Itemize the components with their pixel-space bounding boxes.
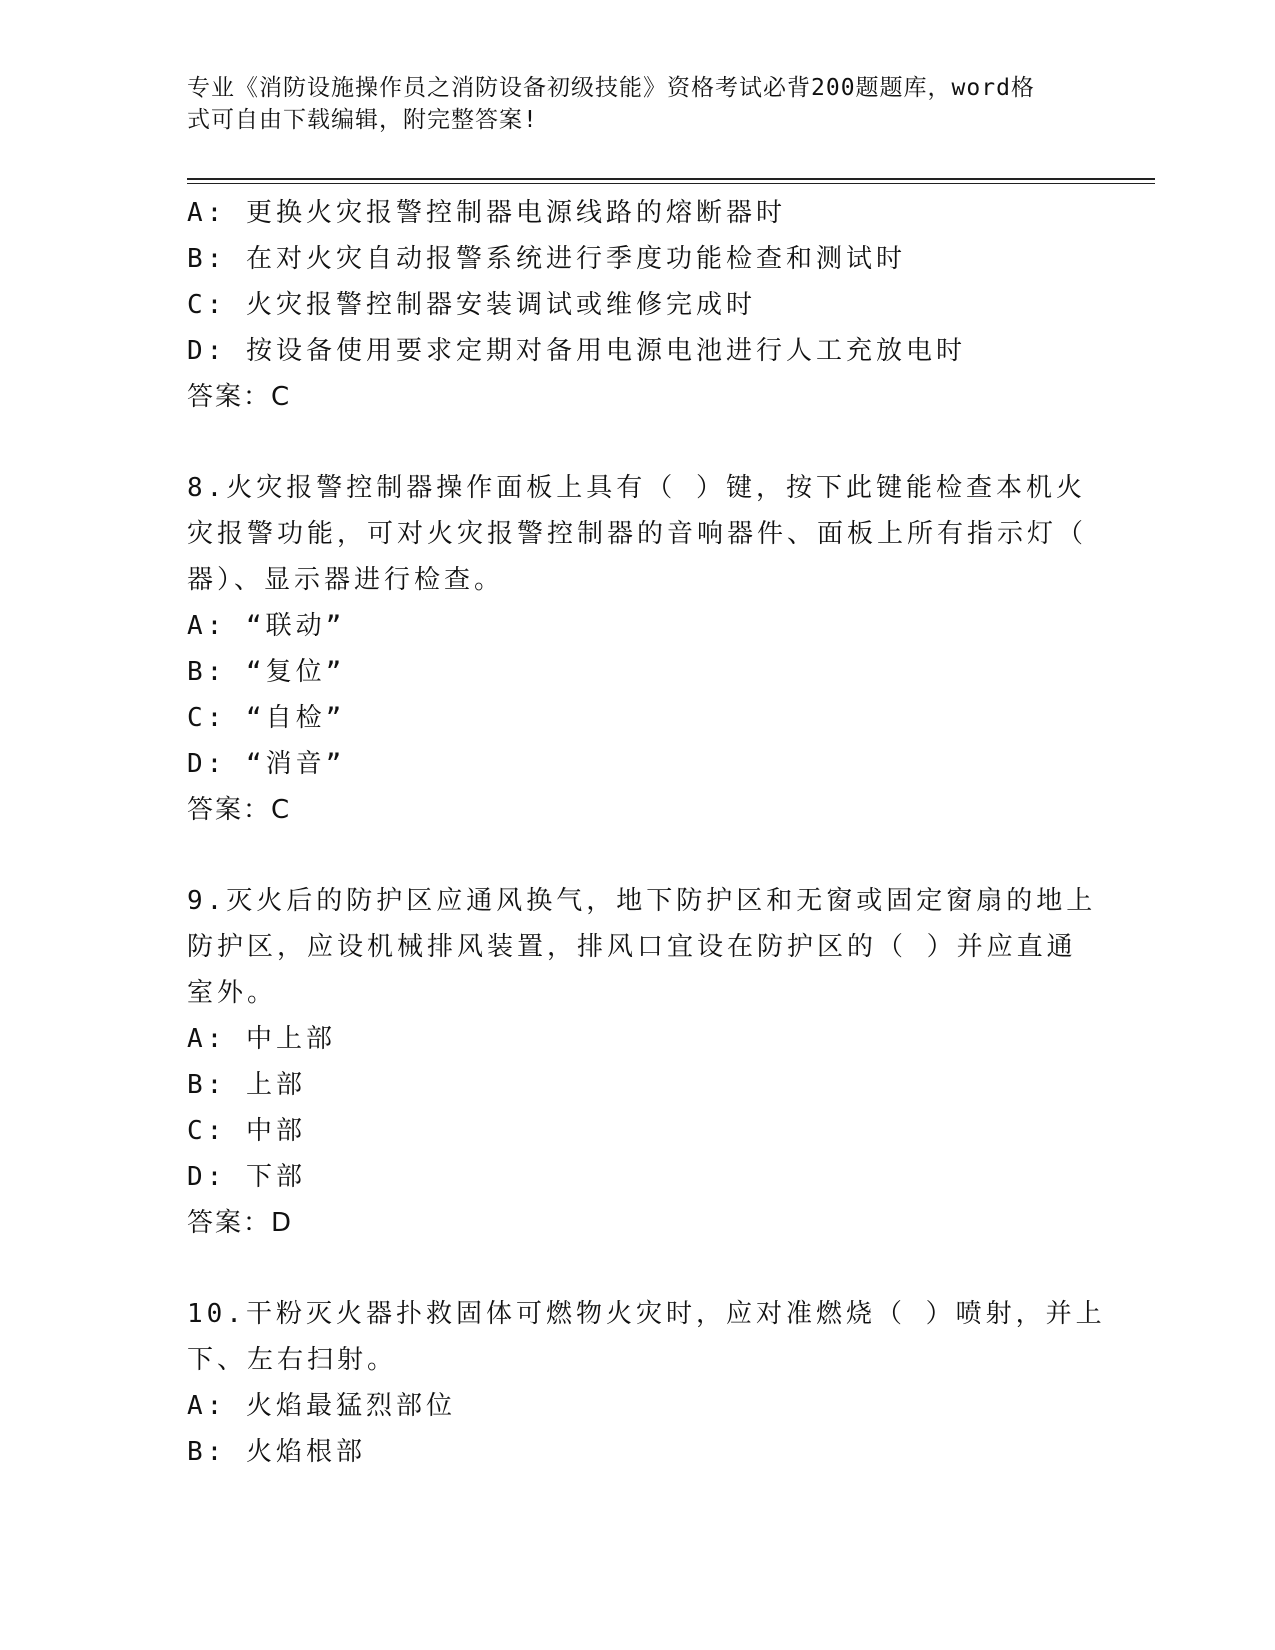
question-stem-line: 灾报警功能，可对火灾报警控制器的音响器件、面板上所有指示灯（ xyxy=(187,519,1088,549)
question-stem-line: 8.火灾报警控制器操作面板上具有（ ）键，按下此键能检查本机火 xyxy=(187,473,1086,503)
option-b: B: 在对火灾自动报警系统进行季度功能检查和测试时 xyxy=(187,244,906,274)
option-d: D: 按设备使用要求定期对备用电源电池进行人工充放电时 xyxy=(187,336,966,366)
question-stem-line: 防护区，应设机械排风装置，排风口宜设在防护区的（ ）并应直通 xyxy=(187,932,1077,962)
question-list xyxy=(187,190,1106,1475)
header-divider-thick xyxy=(187,178,1155,180)
option-b: B: 上部 xyxy=(187,1070,306,1100)
question-stem-line: 下、左右扫射。 xyxy=(187,1345,398,1375)
header-divider-thin xyxy=(187,183,1155,184)
header-line-2: 式可自由下载编辑，附完整答案! xyxy=(187,107,538,133)
question-stem-line: 器）、显示器进行检查。 xyxy=(187,565,505,595)
question-9 xyxy=(187,878,1097,1246)
answer-line: 答案：D xyxy=(187,1208,294,1238)
answer-line: 答案：C xyxy=(187,382,292,412)
question-stem-line: 室外。 xyxy=(187,978,278,1008)
option-d: D: 下部 xyxy=(187,1162,306,1192)
option-c: C: 中部 xyxy=(187,1116,306,1146)
option-a: A: 更换火灾报警控制器电源线路的熔断器时 xyxy=(187,198,786,228)
option-c: C: “自检” xyxy=(187,703,346,733)
answer-line: 答案：C xyxy=(187,795,292,825)
question-stem-line: 10.干粉灭火器扑救固体可燃物火灾时，应对准燃烧（ ）喷射，并上 xyxy=(187,1299,1106,1329)
option-c: C: 火灾报警控制器安装调试或维修完成时 xyxy=(187,290,756,320)
option-b: B: 火焰根部 xyxy=(187,1437,366,1467)
question-10 xyxy=(187,1291,1106,1475)
question-7 xyxy=(187,190,1087,420)
document-header xyxy=(187,72,1067,136)
option-a: A: 火焰最猛烈部位 xyxy=(187,1391,456,1421)
option-a: A: “联动” xyxy=(187,611,346,641)
question-8 xyxy=(187,465,1087,833)
option-b: B: “复位” xyxy=(187,657,346,687)
option-d: D: “消音” xyxy=(187,749,346,779)
question-stem-line: 9.灭火后的防护区应通风换气，地下防护区和无窗或固定窗扇的地上 xyxy=(187,886,1097,916)
option-a: A: 中上部 xyxy=(187,1024,336,1054)
header-line-1: 专业《消防设施操作员之消防设备初级技能》资格考试必背200题题库，word格 xyxy=(187,75,1035,101)
